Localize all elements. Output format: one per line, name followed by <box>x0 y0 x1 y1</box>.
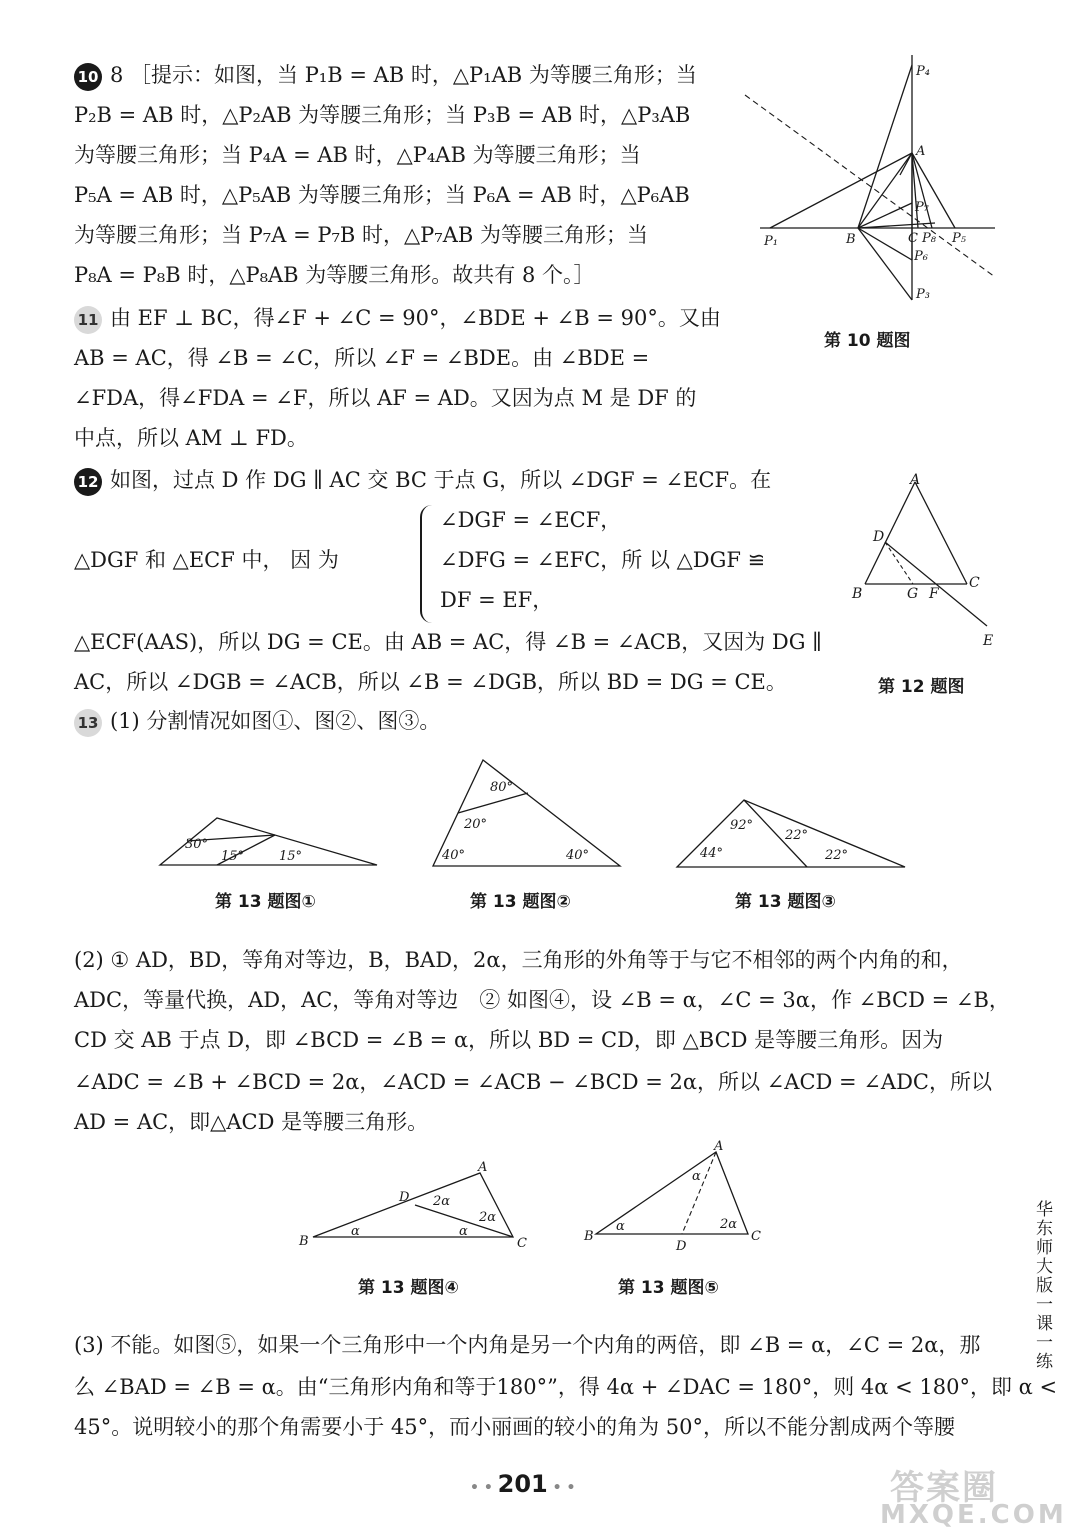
q10-number-badge: 10 <box>74 63 102 91</box>
q13-fig2-angle-1: 80° <box>490 780 514 795</box>
side-series-label: 华东师大版一课一练 <box>1032 1200 1052 1371</box>
q13-fig2-angle-2: 20° <box>464 817 488 832</box>
q13-fig4-angle-4: α <box>459 1224 468 1239</box>
q13-part2-line-5: AD = AC，即△ACD 是等腰三角形。 <box>74 1110 429 1134</box>
q13-fig1-angle-1: 30° <box>185 837 209 852</box>
q10-line-4: P₅A = AB 时，△P₅AB 为等腰三角形；当 P₆A = AB 时，△P₆AB <box>74 183 690 207</box>
q13-fig4-angle-3: α <box>351 1224 360 1239</box>
q13-number-badge: 13 <box>74 709 102 737</box>
q10-line-5: 为等腰三角形；当 P₇A = P₇B 时，△P₇AB 为等腰三角形；当 <box>74 223 648 247</box>
q12-label-g: G <box>907 586 919 602</box>
q13-fig4-angle-1: 2α <box>433 1194 451 1209</box>
q13-part2-line-3: CD 交 AB 于点 D，即 ∠BCD = ∠B = α，所以 BD = CD，即 △BCD 是等腰三角形。因为 <box>74 1028 944 1052</box>
q13-fig2-angle-4: 40° <box>566 848 590 863</box>
q12-caption: 第 12 题图 <box>878 677 965 697</box>
q11-line-3: ∠FDA，得∠FDA = ∠F，所以 AF = AD。又因为点 M 是 DF 的 <box>74 386 697 410</box>
q13-part2-line-2: ADC，等量代换，AD，AC，等角对等边 ② 如图④，设 ∠B = α，∠C = 3α，作 ∠BCD = ∠B， <box>74 988 1010 1012</box>
q11-number-badge: 11 <box>74 306 102 334</box>
q10-line-2: P₂B = AB 时，△P₂AB 为等腰三角形；当 P₃B = AB 时，△P₃AB <box>74 103 691 127</box>
q12-label-f: F <box>929 586 939 602</box>
q12-brace <box>420 505 436 623</box>
q12-label-c: C <box>969 575 980 591</box>
q12-system-3: DF = EF， <box>440 588 554 612</box>
q13-fig5-caption: 第 13 题图⑤ <box>618 1278 719 1298</box>
q13-fig3-angle-2: 22° <box>785 828 809 843</box>
q10-label-p7: P₇ <box>915 200 929 215</box>
q13-fig4-label-b: B <box>299 1234 309 1249</box>
q13-fig3-angle-3: 44° <box>700 846 724 861</box>
q13-fig4-caption: 第 13 题图④ <box>358 1278 459 1298</box>
q11-line-4: 中点，所以 AM ⊥ FD。 <box>74 426 308 450</box>
q10-label-p6: P₆ <box>914 249 928 264</box>
q12-line-4: △ECF(AAS)，所以 DG = CE。由 AB = AC，得 ∠B = ∠ACB，又因为 DG ∥ <box>74 630 822 654</box>
q12-label-a: A <box>910 472 921 488</box>
q11-line-2: AB = AC，得 ∠B = ∠C，所以 ∠F = ∠BDE。由 ∠BDE = <box>74 346 650 370</box>
q12-figure <box>845 470 1005 655</box>
q12-prefix: △DGF 和 △ECF 中， 因 为 <box>74 548 339 572</box>
q13-fig1-angle-2: 15° <box>221 849 245 864</box>
page-number-text: 201 <box>497 1470 548 1498</box>
q13-part1-text: (1) 分割情况如图①、图②、图③。 <box>110 709 441 733</box>
q13-fig3-angle-1: 92° <box>730 818 754 833</box>
q10-label-a: A <box>916 144 926 159</box>
q13-fig5-angle-2: α <box>616 1219 625 1234</box>
q12-label-b: B <box>852 586 863 602</box>
q13-fig3-angle-4: 22° <box>825 848 849 863</box>
q10-label-p4: P₄ <box>916 64 930 79</box>
q10-line-6: P₈A = P₈B 时，△P₈AB 为等腰三角形。故共有 8 个。］ <box>74 263 595 287</box>
q13-part1-line <box>74 706 440 737</box>
q13-fig5-label-b: B <box>584 1229 594 1244</box>
q12-line-5: AC，所以 ∠DGB = ∠ACB，所以 ∠B = ∠DGB，所以 BD = DG = CE。 <box>74 670 787 694</box>
q13-fig2-caption: 第 13 题图② <box>470 892 571 912</box>
q13-part2-line-1: (2) ① AD，BD，等角对等边，B，BAD，2α，三角形的外角等于与它不相邻的两个内角的和， <box>74 948 963 972</box>
q13-fig1-angle-3: 15° <box>279 849 303 864</box>
q13-fig5-label-c: C <box>751 1229 761 1244</box>
q10-text-1: 8 ［提示：如图，当 P₁B = AB 时，△P₁AB 为等腰三角形；当 <box>110 63 697 87</box>
watermark-url: MXQE.COM <box>880 1500 1067 1530</box>
q13-part3-line-3: 45°。说明较小的那个角需要小于 45°，而小丽画的较小的角为 50°，所以不能分割成两个等腰 <box>74 1415 956 1439</box>
page-dots-left: • • <box>470 1480 498 1496</box>
q10-label-b: B <box>846 232 856 247</box>
q13-fig4-angle-2: 2α <box>479 1210 497 1225</box>
q10-label-p1: P₁ <box>764 234 778 249</box>
q13-figure-5 <box>580 1138 770 1253</box>
page-dots-right: • • <box>547 1480 576 1496</box>
q10-figure <box>740 55 1005 310</box>
q13-fig1-caption: 第 13 题图① <box>215 892 316 912</box>
q12-number-badge: 12 <box>74 468 102 496</box>
q13-part3-line-1: (3) 不能。如图⑤，如果一个三角形中一个内角是另一个内角的两倍，即 ∠B = α，∠C = 2α，那 <box>74 1333 981 1357</box>
q11-text-1: 由 EF ⊥ BC，得∠F + ∠C = 90°，∠BDE + ∠B = 90°。又由 <box>110 306 721 330</box>
q12-system-1: ∠DGF = ∠ECF， <box>440 508 622 532</box>
q13-part2-line-4: ∠ADC = ∠B + ∠BCD = 2α，∠ACD = ∠ACB − ∠BCD = 2α，所以 ∠ACD = ∠ADC，所以 <box>74 1070 992 1094</box>
q10-label-c: C <box>908 231 918 246</box>
q13-figure-1 <box>155 810 385 872</box>
q10-label-p3: P₃ <box>916 287 930 302</box>
q12-label-d: D <box>873 529 885 545</box>
q10-label-p5: P₅ <box>952 231 966 246</box>
q13-fig5-label-a: A <box>714 1139 724 1154</box>
q10-label-p8: P₈ <box>922 231 936 246</box>
watermark-logo: 答案圈 <box>890 1468 998 1508</box>
q10-line-1 <box>74 60 697 91</box>
q13-fig5-angle-1: α <box>692 1169 701 1184</box>
q13-part3-line-2: 么 ∠BAD = ∠B = α。由“三角形内角和等于180°”，得 4α + ∠DAC = 180°，则 4α < 180°，即 α < <box>74 1375 1058 1399</box>
q13-figure-2 <box>428 755 628 872</box>
q13-fig2-angle-3: 40° <box>442 848 466 863</box>
q13-fig4-label-c: C <box>517 1236 527 1251</box>
q12-label-e: E <box>983 633 994 649</box>
q10-caption: 第 10 题图 <box>824 331 911 351</box>
q13-fig4-label-d: D <box>399 1190 410 1205</box>
q13-figure-3 <box>672 795 912 872</box>
q13-fig3-caption: 第 13 题图③ <box>735 892 836 912</box>
q12-system-2: ∠DFG = ∠EFC，所 以 △DGF ≌ <box>440 548 766 572</box>
q12-line-1 <box>74 465 771 496</box>
q13-fig4-label-a: A <box>478 1160 488 1175</box>
q13-fig5-angle-3: 2α <box>720 1217 738 1232</box>
q10-line-3: 为等腰三角形；当 P₄A = AB 时，△P₄AB 为等腰三角形；当 <box>74 143 641 167</box>
q13-figure-4 <box>295 1155 535 1255</box>
q13-fig5-label-d: D <box>676 1239 687 1253</box>
page-number <box>470 1470 575 1498</box>
q12-text-1: 如图，过点 D 作 DG ∥ AC 交 BC 于点 G，所以 ∠DGF = ∠ECF。在 <box>110 468 772 492</box>
q11-line-1 <box>74 303 721 334</box>
